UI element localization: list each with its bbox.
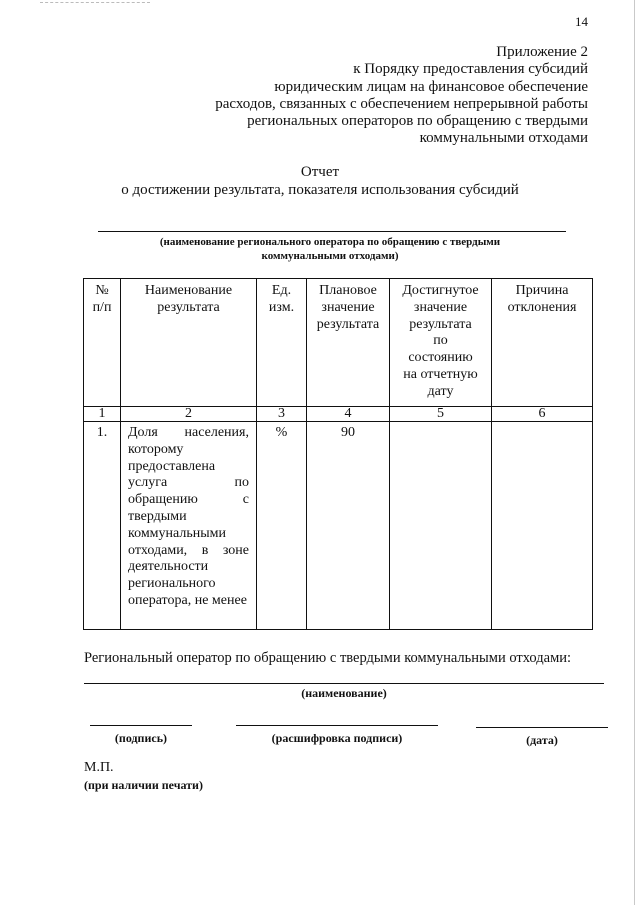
header-text: Ед. <box>271 283 292 298</box>
column-number: 1 <box>84 407 121 422</box>
header-unit <box>257 279 307 407</box>
header-text: состоянию <box>408 350 473 366</box>
column-number-row <box>84 407 593 422</box>
row-planned-value: 90 <box>307 422 390 630</box>
column-number: 2 <box>121 407 257 422</box>
row-result-name: Доля населения, которому предоставлена услуга по обращению с твердыми коммунальными отходами, в зоне деятельности регионального оператора, не менее <box>121 422 257 630</box>
operator-label: Региональный оператор по обращению с твердыми коммунальными отходами: <box>84 650 572 666</box>
header-text: значение <box>321 299 375 315</box>
table-row <box>84 422 593 630</box>
header-text: результата <box>316 316 380 332</box>
signature-decode-caption: (расшифровка подписи) <box>271 731 403 745</box>
results-table <box>83 278 593 630</box>
header-text: дату <box>427 383 454 399</box>
header-text: Причина <box>515 283 569 298</box>
header-text: изм. <box>268 299 295 315</box>
stamp-label: М.П. <box>84 760 114 775</box>
operator-caption-line: (наименование регионального оператора по обращению с твердыми <box>159 236 501 248</box>
operator-caption <box>110 236 550 263</box>
table-header-row <box>84 279 593 407</box>
appendix-line: коммунальными отходами <box>419 130 588 147</box>
header-text: на отчетную <box>403 366 478 382</box>
appendix-line: расходов, связанных с обеспечением непрерывной работы <box>215 95 588 112</box>
header-num <box>84 279 121 407</box>
signature-decode-line <box>236 725 438 726</box>
signature-line <box>90 725 192 726</box>
row-unit: % <box>257 422 307 630</box>
operator-caption-line: коммунальными отходами) <box>261 249 399 262</box>
column-number: 4 <box>307 407 390 422</box>
report-title: Отчет <box>300 164 340 180</box>
header-name <box>121 279 257 407</box>
stamp-note: (при наличии печати) <box>84 778 203 792</box>
header-text: отклонения <box>507 299 577 315</box>
header-text: Наименование <box>144 283 233 298</box>
row-deviation-reason <box>492 422 593 630</box>
scan-edge <box>634 0 635 905</box>
header-reason <box>492 279 593 407</box>
column-number: 6 <box>492 407 593 422</box>
header-text: № <box>95 283 109 298</box>
date-line <box>476 727 608 728</box>
report-subtitle: о достижении результата, показателя использования субсидий <box>121 181 519 198</box>
operator-name-field-line <box>84 683 604 684</box>
header-text: по <box>433 333 448 349</box>
signature-caption: (подпись) <box>114 731 168 745</box>
row-num: 1. <box>84 422 121 630</box>
appendix-line: Приложение 2 <box>496 44 588 60</box>
header-text: результата <box>409 316 472 332</box>
page-number: 14 <box>575 14 588 29</box>
header-text: значение <box>413 299 468 315</box>
header-achieved <box>390 279 492 407</box>
column-number: 5 <box>390 407 492 422</box>
header-planned <box>307 279 390 407</box>
header-text: Достигнутое <box>402 283 479 298</box>
name-caption: (наименование) <box>301 686 387 700</box>
report-heading <box>0 164 640 199</box>
date-caption: (дата) <box>526 733 558 747</box>
appendix-line: к Порядку предоставления субсидий <box>353 61 588 78</box>
header-text: Плановое <box>319 283 377 298</box>
appendix-header <box>168 44 588 148</box>
header-text: результата <box>157 299 220 315</box>
column-number: 3 <box>257 407 307 422</box>
header-text: п/п <box>92 299 112 315</box>
row-achieved-value <box>390 422 492 630</box>
operator-name-line <box>98 231 566 232</box>
appendix-line: юридическим лицам на финансовое обеспечение <box>274 78 588 95</box>
appendix-line: региональных операторов по обращению с твердыми <box>247 113 588 130</box>
scan-artifact <box>40 2 150 7</box>
